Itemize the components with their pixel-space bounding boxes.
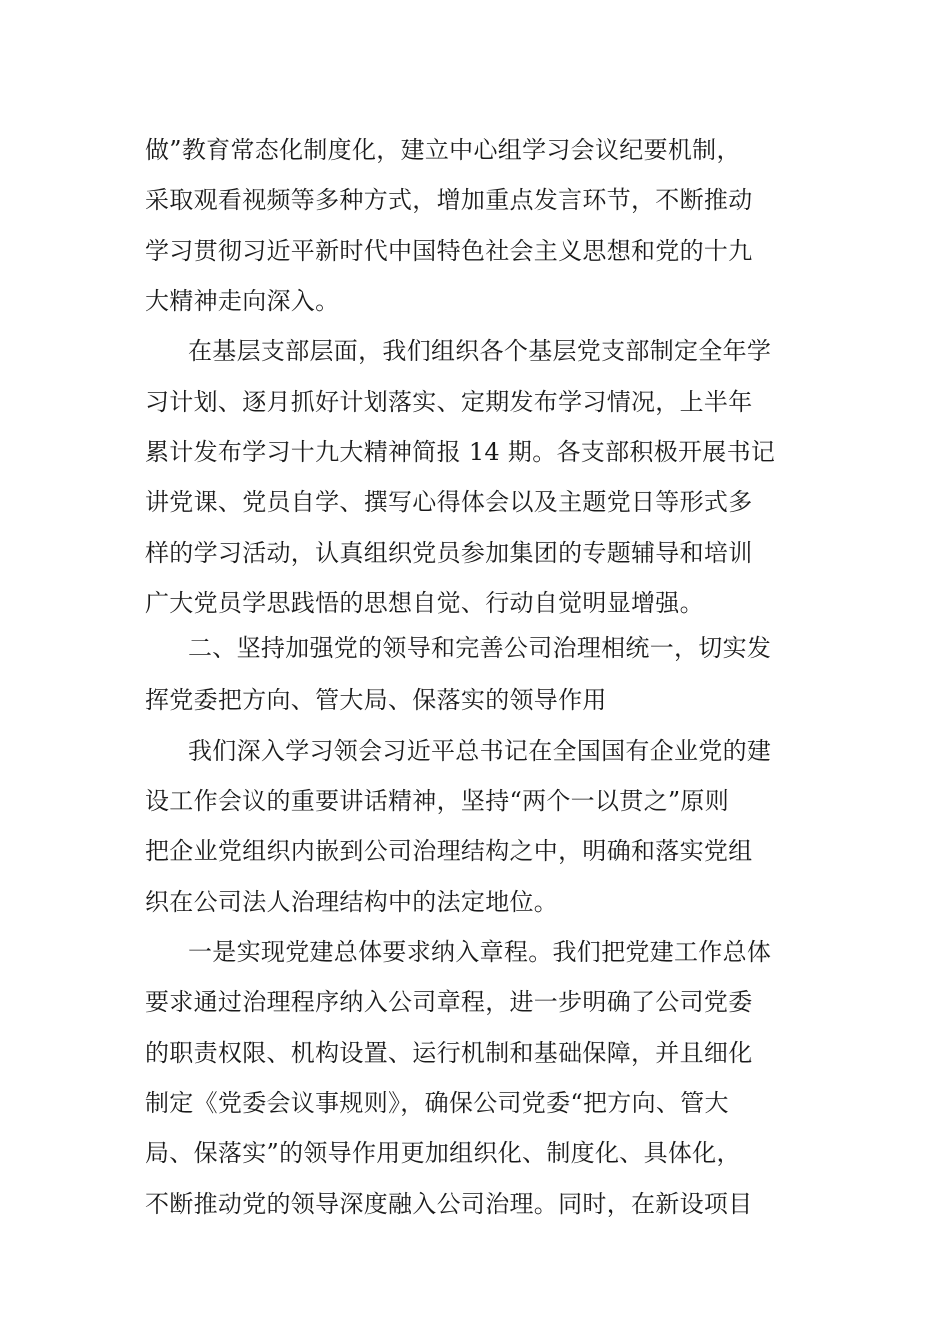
text-line: 大精神走向深入。	[145, 287, 340, 315]
text-line: 习计划、逐月抓好计划落实、定期发布学习情况，上半年	[145, 388, 753, 416]
text-line: 学习贯彻习近平新时代中国特色社会主义思想和党的十九	[145, 237, 753, 265]
section-heading-line: 二、坚持加强党的领导和完善公司治理相统一，切实发	[188, 634, 772, 662]
text-line: 做”教育常态化制度化，建立中心组学习会议纪要机制，	[145, 136, 741, 164]
paragraph-first-line: 一是实现党建总体要求纳入章程。我们把党建工作总体	[188, 938, 772, 966]
text-line: 累计发布学习十九大精神简报 14 期。各支部积极开展书记	[145, 438, 776, 466]
text-line: 讲党课、党员自学、撰写心得体会以及主题党日等形式多	[145, 488, 753, 516]
paragraph-first-line: 我们深入学习领会习近平总书记在全国国有企业党的建	[188, 737, 772, 765]
section-heading-line: 挥党委把方向、管大局、保落实的领导作用	[145, 686, 607, 714]
text-line: 要求通过治理程序纳入公司章程，进一步明确了公司党委	[145, 988, 753, 1016]
text-line: 样的学习活动，认真组织党员参加集团的专题辅导和培训	[145, 539, 753, 567]
text-line: 局、保落实”的领导作用更加组织化、制度化、具体化，	[145, 1139, 741, 1167]
text-line: 把企业党组织内嵌到公司治理结构之中，明确和落实党组	[145, 837, 753, 865]
text-line: 的职责权限、机构设置、运行机制和基础保障，并且细化	[145, 1039, 753, 1067]
text-line: 采取观看视频等多种方式，增加重点发言环节，不断推动	[145, 186, 753, 214]
text-line: 制定《党委会议事规则》，确保公司党委“把方向、管大	[145, 1089, 729, 1117]
text-line: 不断推动党的领导深度融入公司治理。同时，在新设项目	[145, 1190, 753, 1218]
text-line: 设工作会议的重要讲话精神，坚持“两个一以贯之”原则	[145, 787, 730, 815]
text-line: 广大党员学思践悟的思想自觉、行动自觉明显增强。	[145, 589, 704, 617]
paragraph-first-line: 在基层支部层面，我们组织各个基层党支部制定全年学	[188, 337, 772, 365]
text-line: 织在公司法人治理结构中的法定地位。	[145, 888, 559, 916]
